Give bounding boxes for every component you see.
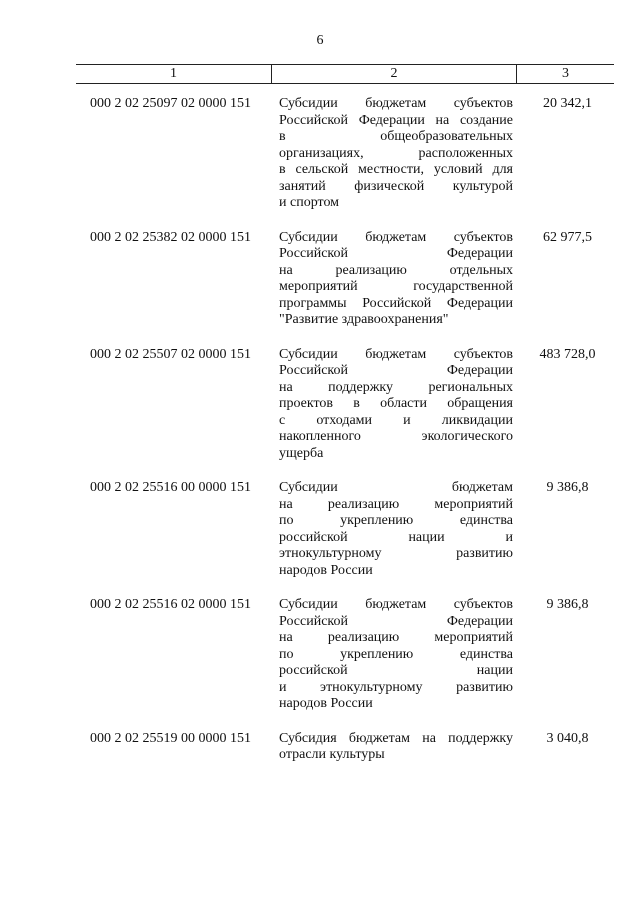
table-row <box>76 96 614 212</box>
budget-code: 000 2 02 25516 00 0000 151 <box>90 480 251 495</box>
description-line: по укреплению единства <box>279 513 513 528</box>
amount: 9 386,8 <box>546 597 589 612</box>
description-line: на реализацию мероприятий <box>279 496 513 512</box>
subsidy-description <box>271 597 515 713</box>
budget-code: 000 2 02 25097 02 0000 151 <box>90 96 251 111</box>
description-line: народов России <box>279 562 373 578</box>
description-line: в сельской местности, условий для <box>279 162 513 177</box>
amount: 9 386,8 <box>546 480 589 495</box>
budget-code: 000 2 02 25507 02 0000 151 <box>90 346 251 362</box>
table-row <box>76 230 614 329</box>
description-line: проектов в области обращения <box>279 396 513 411</box>
description-line: организациях, расположенных <box>279 145 513 161</box>
description-line: накопленного экологического <box>279 429 513 444</box>
description-line: по укреплению единства <box>279 646 513 662</box>
amount: 62 977,5 <box>543 229 592 245</box>
budget-code: 000 2 02 25519 00 0000 151 <box>90 730 251 746</box>
amount: 483 728,0 <box>539 346 596 362</box>
description-line: Российской Федерации <box>279 246 513 261</box>
description-line: отрасли культуры <box>279 747 385 762</box>
description-line: и спортом <box>279 195 340 210</box>
description-line: занятий физической культурой <box>279 178 513 194</box>
table-row <box>76 731 614 764</box>
description-line: мероприятий государственной <box>279 279 513 294</box>
description-line: Субсидии бюджетам субъектов <box>279 96 513 111</box>
subsidy-description <box>271 480 515 579</box>
description-line: и этнокультурному развитию <box>279 679 513 695</box>
table-header <box>76 64 614 84</box>
description-line: с отходами и ликвидации <box>279 412 513 428</box>
header-col-2: 2 <box>272 65 517 83</box>
amount: 20 342,1 <box>543 96 592 111</box>
description-line: Российской Федерации <box>279 613 513 629</box>
description-line: российской нации <box>279 663 513 678</box>
amount: 3 040,8 <box>546 730 589 746</box>
page-number: 6 <box>316 33 324 48</box>
description-line: "Развитие здравоохранения" <box>279 312 449 327</box>
subsidy-description <box>271 347 515 463</box>
table-row <box>76 480 614 579</box>
description-line: Субсидии бюджетам субъектов <box>279 346 513 362</box>
description-line: российской нации и <box>279 529 513 545</box>
description-line: Субсидия бюджетам на поддержку <box>279 730 513 746</box>
header-col-1: 1 <box>76 65 272 83</box>
table-row <box>76 347 614 463</box>
description-line: Субсидии бюджетам субъектов <box>279 597 513 612</box>
description-line: на реализацию отдельных <box>279 262 513 278</box>
description-line: программы Российской Федерации <box>279 295 513 311</box>
subsidy-description <box>271 731 515 764</box>
header-col-3: 3 <box>562 66 569 81</box>
description-line: ущерба <box>279 445 324 461</box>
description-line: в общеобразовательных <box>279 129 513 144</box>
description-line: на поддержку региональных <box>279 379 513 395</box>
description-line: Субсидии бюджетам <box>279 480 513 495</box>
budget-code: 000 2 02 25382 02 0000 151 <box>90 229 251 245</box>
description-line: Субсидии бюджетам субъектов <box>279 229 513 245</box>
description-line: на реализацию мероприятий <box>279 630 513 645</box>
description-line: Российской Федерации <box>279 363 513 378</box>
budget-code: 000 2 02 25516 02 0000 151 <box>90 597 251 612</box>
description-line: народов России <box>279 696 373 711</box>
description-line: этнокультурному развитию <box>279 546 513 561</box>
subsidy-description <box>271 96 515 212</box>
subsidy-description <box>271 230 515 329</box>
table-row <box>76 597 614 713</box>
description-line: Российской Федерации на создание <box>279 112 513 128</box>
table-body <box>76 96 614 782</box>
